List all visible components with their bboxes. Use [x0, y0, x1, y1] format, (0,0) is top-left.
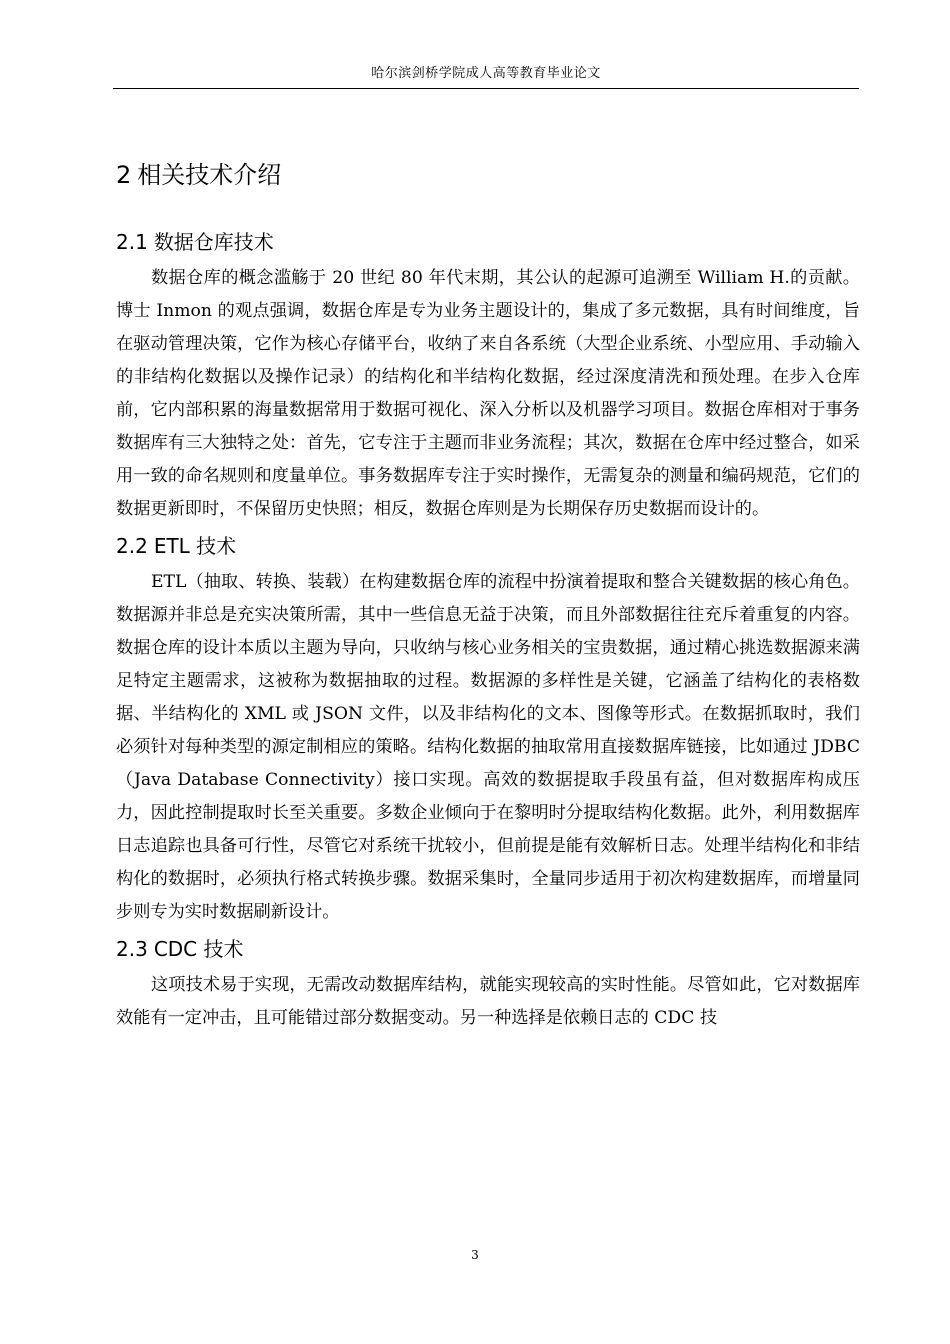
section-number: 2.1 [116, 230, 148, 254]
chapter-number: 2 [116, 161, 132, 189]
paragraph-etl: ETL（抽取、转换、装载）在构建数据仓库的流程中扮演着提取和整合关键数据的核心角色。数据源并非总是充实决策所需，其中一些信息无益于决策，而且外部数据往往充斥着重复的内容。数据仓库的设计本质以主题为导向，只收纳与核心业务相关的宝贵数据，通过精心挑选数据源来满足特定主题需求，这被称为数据抽取的过程。数据源的多样性是关键，它涵盖了结构化的表格数据、半结构化的 XML 或 JSON 文件，以及非结构化的文本、图像等形式。在数据抓取时，我们必须针对每种类型的源定制相应的策略。结构化数据的抽取常用直接数据库链接，比如通过 JDBC（Java Database Connectivity）接口实现。高效的数据提取手段虽有益，但对数据库构成压力，因此控制提取时长至关重要。多数企业倾向于在黎明时分提取结构化数据。此外，利用数据库日志追踪也具备可行性，尽管它对系统干扰较小，但前提是能有效解析日志。处理半结构化和非结构化的数据时，必须执行格式转换步骤。数据采集时，全量同步适用于初次构建数据库，而增量同步则专为实时数据刷新设计。 [116, 572, 860, 922]
running-header: 哈尔滨剑桥学院成人高等教育毕业论文 [371, 66, 601, 81]
section-title: 数据仓库技术 [153, 230, 274, 254]
section-heading-2-1 [116, 222, 860, 262]
section-number: 2.3 [116, 937, 148, 961]
chapter-heading [116, 150, 860, 200]
section-heading-2-2 [116, 526, 860, 566]
page-number: 3 [471, 1248, 479, 1262]
chapter-title: 相关技术介绍 [137, 161, 282, 189]
section-heading-2-3 [116, 929, 860, 969]
header-divider [113, 88, 859, 89]
page-body [116, 150, 860, 1035]
paragraph-cdc: 这项技术易于实现，无需改动数据库结构，就能实现较高的实时性能。尽管如此，它对数据库效能有一定冲击，且可能错过部分数据变动。另一种选择是依赖日志的 CDC 技 [116, 975, 860, 1028]
section-title: ETL 技术 [153, 534, 237, 558]
paragraph-data-warehouse: 数据仓库的概念滥觞于 20 世纪 80 年代末期，其公认的起源可追溯至 William H.的贡献。博士 Inmon 的观点强调，数据仓库是专为业务主题设计的，集成了多元数据，具有时间维度，旨在驱动管理决策，它作为核心存储平台，收纳了来自各系统（大型企业系统、小型应用、手动输入的非结构化数据以及操作记录）的结构化和半结构化数据，经过深度清洗和预处理。在步入仓库前，它内部积累的海量数据常用于数据可视化、深入分析以及机器学习项目。数据仓库相对于事务数据库有三大独特之处：首先，它专注于主题而非业务流程；其次，数据在仓库中经过整合，如采用一致的命名规则和度量单位。事务数据库专注于实时操作，无需复杂的测量和编码规范，它们的数据更新即时，不保留历史快照；相反，数据仓库则是为长期保存历史数据而设计的。 [116, 268, 860, 519]
section-title: CDC 技术 [153, 937, 244, 961]
section-number: 2.2 [116, 534, 148, 558]
